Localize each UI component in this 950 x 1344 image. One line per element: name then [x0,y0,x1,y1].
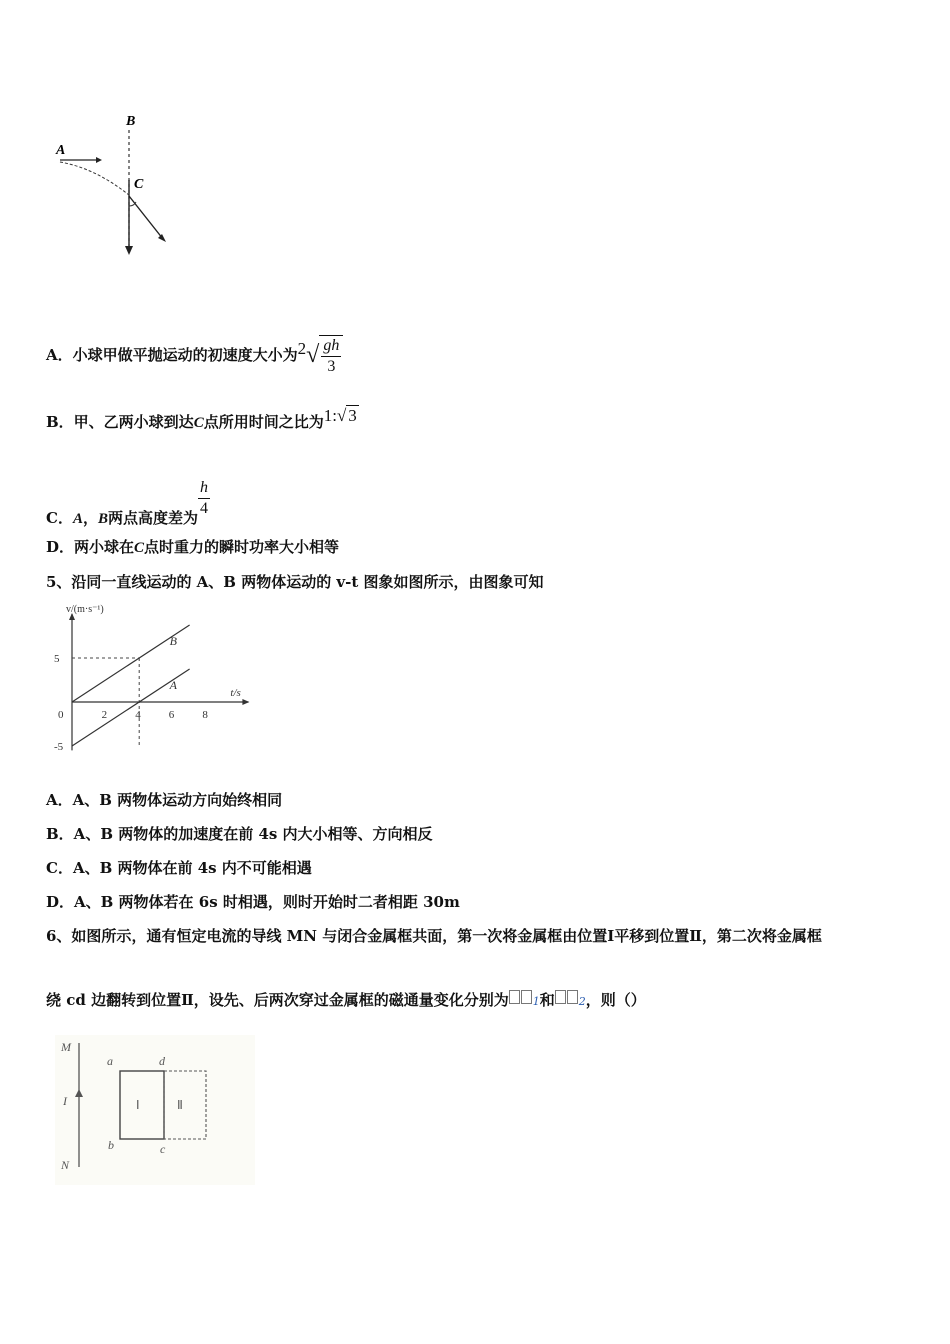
option-b-text2: 点所用时间之比为 [203,413,324,431]
q5-option-c: C．A、B 两物体在前 4s 内不可能相遇 [46,859,312,877]
label-c: C [134,177,144,192]
label-a: A [56,143,66,158]
option-a-fraction [319,335,343,377]
q6-line2-end: ，则（） [585,991,646,1009]
q6-and: 和 [539,991,555,1009]
option-c-numerator: h [200,479,209,496]
option-a-coef: 2 [297,339,307,358]
option-a-numerator: gh [323,337,340,354]
q4-option-a [46,335,343,377]
option-d-point: C [134,540,145,556]
q6-line2-text: 绕 cd 边翻转到位置Ⅱ，设先、后两次穿过金属框的磁通量变化分别为 [46,991,509,1009]
label-n: N [61,1158,70,1172]
x-tick-2: 2 [101,709,108,721]
x-axis-label: t/s [230,687,241,699]
q5-option-d: D．A、B 两物体若在 6s 时相遇，则时开始时二者相距 30m [46,893,460,911]
y-axis-label: v/(m·s⁻¹) [66,604,104,615]
option-d-text2: 点时重力的瞬时功率大小相等 [144,538,340,556]
x-tick-8: 8 [202,709,208,721]
label-i: I [63,1094,67,1108]
y-tick-5: 5 [54,653,60,665]
x-tick-0: 0 [58,709,64,721]
placeholder-box-icon [509,990,520,1004]
label-d-corner: d [159,1054,165,1068]
q5-option-a: A．A、B 两物体运动方向始终相同 [46,791,283,809]
q4-option-c [46,478,210,529]
x-axis-arrow-icon [242,699,249,705]
vt-chart [40,600,255,760]
option-c-text: C． [46,509,73,527]
series-label-b: B [169,634,177,648]
option-c-point-b: B [97,511,108,527]
option-c-sep: ， [82,509,98,527]
option-b-point: C [193,415,204,431]
projectile-figure [50,110,180,260]
option-c-denominator: 4 [200,500,209,517]
series-label-a: A [169,678,177,692]
sqrt-sign-icon: √ [336,406,347,425]
option-b-ratio: 1: [323,406,337,425]
q6-subscript-2: 2 [578,995,586,1008]
q4-option-b [46,405,359,433]
option-a-text: A．小球甲做平抛运动的初速度大小为 [46,346,298,364]
y-tick--5: -5 [54,741,64,753]
figure-background [55,1035,255,1185]
option-c-text2: 两点高度差为 [108,509,199,527]
label-b: B [126,114,136,129]
parabola-path [60,162,129,195]
q6-line2 [46,990,646,1012]
label-m: M [61,1040,71,1054]
placeholder-box-icon [567,990,578,1004]
option-c-point-a: A [72,511,83,527]
q6-line1: 6、如图所示，通有恒定电流的导线 MN 与闭合金属框共面，第一次将金属框由位置Ⅰ平移到位置Ⅱ，第二次将金属框 [46,927,822,945]
label-c-corner: c [160,1142,166,1156]
down-arrow-head [125,246,133,255]
velocity-at-c-line [129,196,163,239]
q6-subscript-1: 1 [532,995,540,1008]
q4-option-d [46,537,339,558]
placeholder-box-icon [521,990,532,1004]
placeholder-box-icon [555,990,566,1004]
x-tick-6: 6 [168,709,175,721]
label-a-corner: a [107,1054,113,1068]
q5-stem: 5、沿同一直线运动的 A、B 两物体运动的 v-t 图象如图所示，由图象可知 [46,573,544,591]
right-arrow-head [96,157,102,163]
option-a-denominator: 3 [321,356,341,377]
sqrt-sign-icon: √ [306,342,320,368]
x-tick-4: 4 [135,709,141,721]
option-b-root: 3 [348,406,357,425]
label-position-2: Ⅱ [177,1098,183,1112]
option-d-text: D．两小球在 [46,538,135,556]
q5-option-b: B．A、B 两物体的加速度在前 4s 内大小相等、方向相反 [46,825,433,843]
label-b-corner: b [108,1138,114,1152]
option-b-text: B．甲、乙两小球到达 [46,413,194,431]
label-position-1: Ⅰ [136,1098,140,1112]
wire-frame-figure [55,1035,255,1185]
option-c-fraction [198,478,210,519]
